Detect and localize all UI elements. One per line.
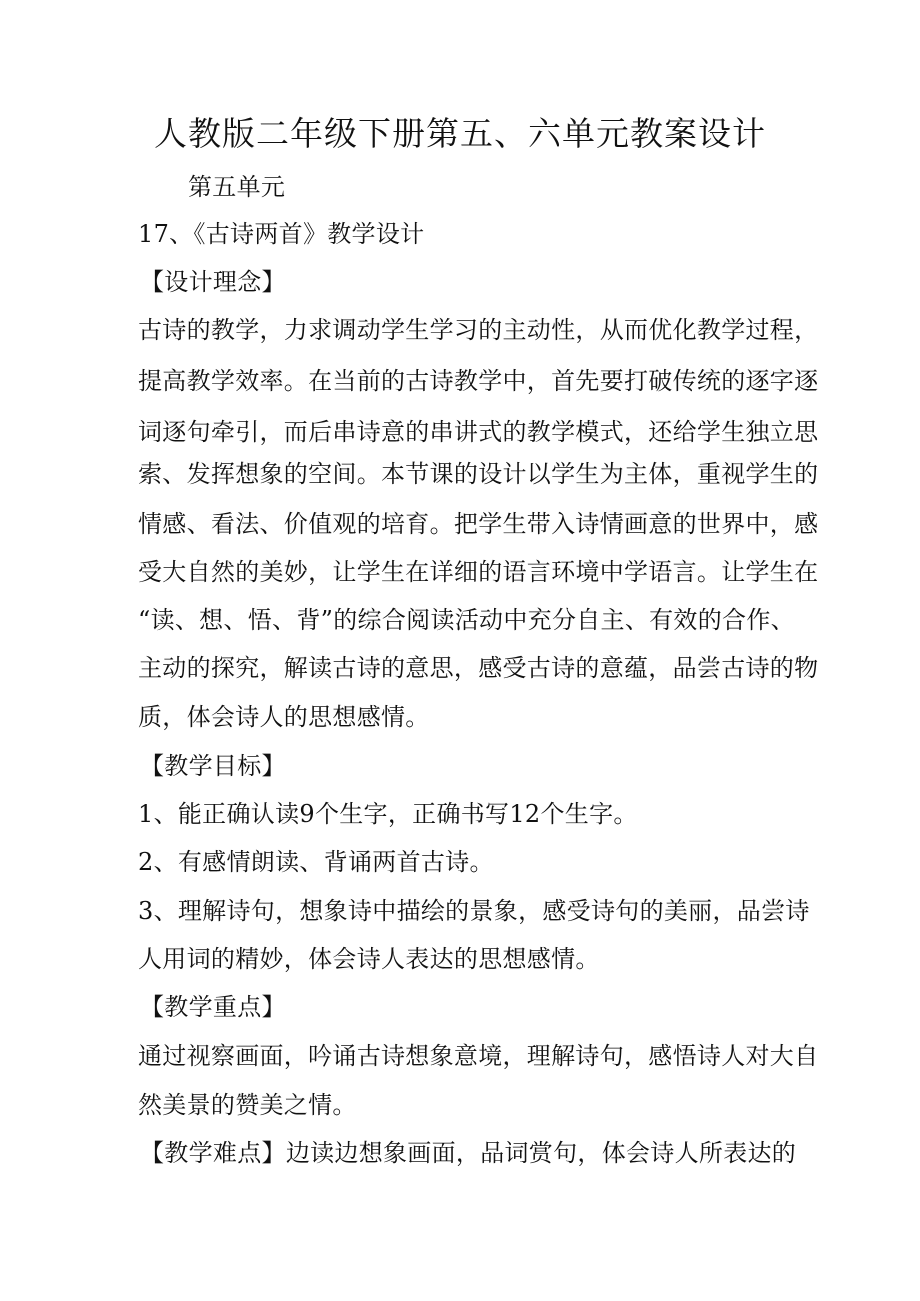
paragraph-line: 主动的探究，解读古诗的意思，感受古诗的意蕴，品尝古诗的物 <box>138 654 819 682</box>
paragraph-line: 质，体会诗人的思想感情。 <box>138 703 430 731</box>
paragraph-line: 受大自然的美妙，让学生在详细的语言环境中学语言。让学生在 <box>138 558 819 586</box>
section-heading-difficulties: 【教学难点】 <box>140 1139 286 1167</box>
paragraph-line: 然美景的赞美之情。 <box>138 1091 357 1119</box>
document-title: 人教版二年级下册第五、六单元教案设计 <box>154 114 766 153</box>
unit-heading: 第五单元 <box>188 173 286 201</box>
paragraph-line: 词逐句牵引，而后串诗意的串讲式的教学模式，还给学生独立思 <box>138 418 819 446</box>
paragraph-line: 通过视察画面，吟诵古诗想象意境，理解诗句，感悟诗人对大自 <box>138 1042 819 1070</box>
lesson-heading: 17、《古诗两首》教学设计 <box>138 220 425 248</box>
difficulties-text: 边读边想象画面，品词赏句，体会诗人所表达的 <box>285 1139 797 1167</box>
section-heading-teaching-goals: 【教学目标】 <box>140 752 286 780</box>
paragraph-line: 情感、看法、价值观的培育。把学生带入诗情画意的世界中，感 <box>138 510 819 538</box>
list-item: 人用词的精妙，体会诗人表达的思想感情。 <box>138 945 600 973</box>
paragraph-line: 索、发挥想象的空间。本节课的设计以学生为主体，重视学生的 <box>138 460 819 488</box>
list-item: 3、理解诗句，想象诗中描绘的景象，感受诗句的美丽，品尝诗 <box>138 897 810 925</box>
paragraph-line: “读、想、悟、背”的综合阅读活动中充分自主、有效的合作、 <box>138 606 795 634</box>
paragraph-line: 提高教学效率。在当前的古诗教学中，首先要打破传统的逐字逐 <box>138 367 819 395</box>
paragraph-line: 古诗的教学，力求调动学生学习的主动性，从而优化教学过程， <box>138 316 819 344</box>
list-item: 2、有感情朗读、背诵两首古诗。 <box>138 848 494 876</box>
difficulties-line <box>140 1136 796 1170</box>
section-heading-design-concept: 【设计理念】 <box>140 268 286 296</box>
section-heading-key-points: 【教学重点】 <box>140 993 286 1021</box>
list-item: 1、能正确认读9个生字，正确书写12个生字。 <box>138 800 638 828</box>
